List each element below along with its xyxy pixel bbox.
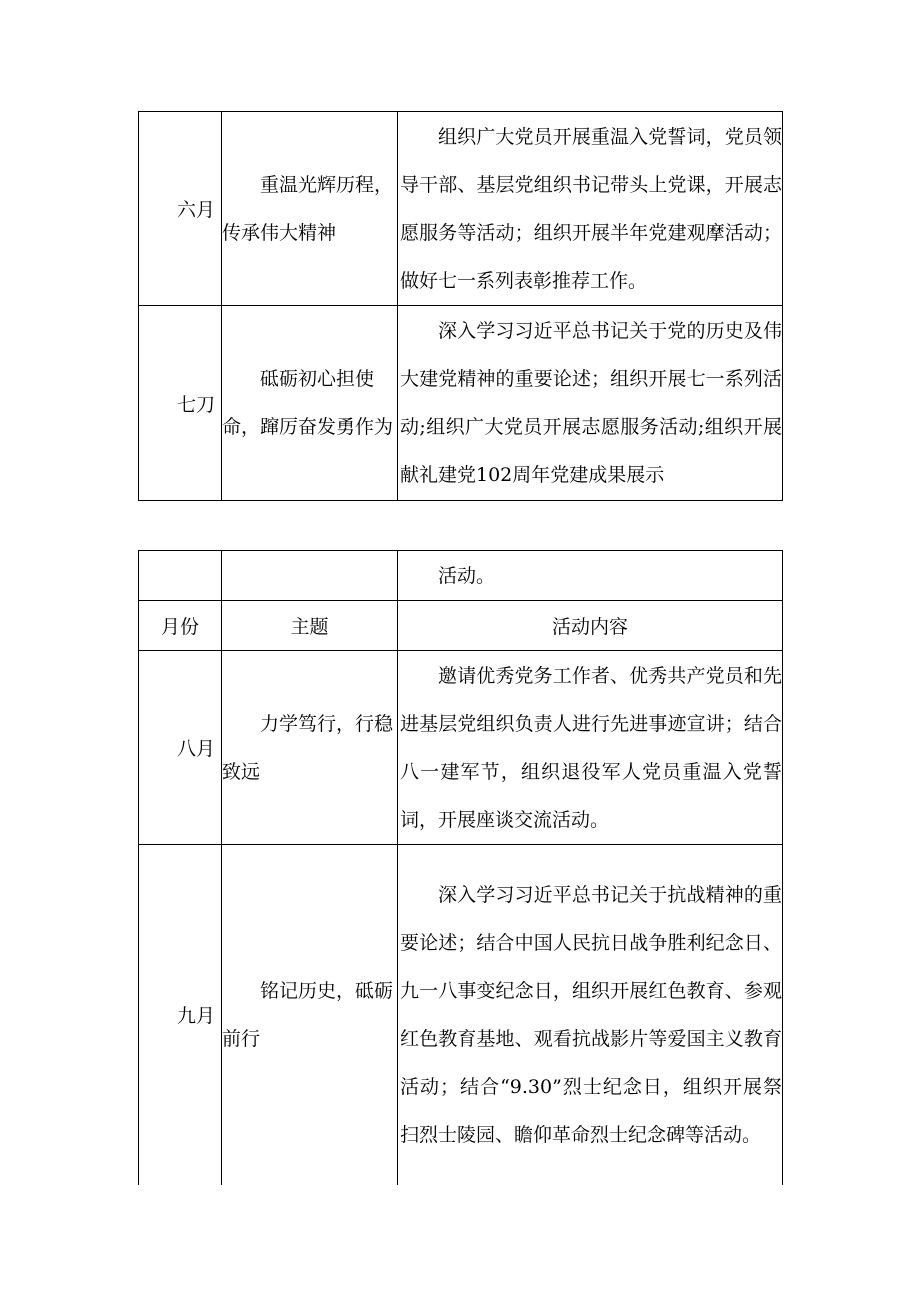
- theme-cell: 铭记历史，砥砺前行: [222, 845, 398, 1185]
- empty-cell: [139, 551, 222, 601]
- theme-cell: 重温光辉历程，传承伟大精神: [222, 112, 398, 306]
- month-cell: 六月: [139, 112, 222, 306]
- content-cell: 深入学习习近平总书记关于党的历史及伟大建党精神的重要论述；组织开展七一系列活动;组织广大党员开展志愿服务活动;组织开展献礼建党102周年党建成果展示: [398, 306, 783, 501]
- table-row: [139, 845, 783, 1185]
- continuation-text: 活动。: [398, 551, 783, 601]
- theme-cell: 力学笃行，行稳致远: [222, 651, 398, 845]
- plan-table-part-1: [138, 111, 783, 501]
- header-theme: 主题: [222, 601, 398, 651]
- content-cell: 邀请优秀党务工作者、优秀共产党员和先进基层党组织负责人进行先进事迹宣讲；结合八一建军节，组织退役军人党员重温入党誓词，开展座谈交流活动。: [398, 651, 783, 845]
- month-cell: 九月: [139, 845, 222, 1185]
- header-month: 月份: [139, 601, 222, 651]
- table-row: [139, 651, 783, 845]
- table-row: [139, 306, 783, 501]
- theme-cell: 砥砺初心担使命，蹿厉奋发勇作为: [222, 306, 398, 501]
- content-cell: 深入学习习近平总书记关于抗战精神的重要论述；结合中国人民抗日战争胜利纪念日、九一八事变纪念日，组织开展红色教育、参观红色教育基地、观看抗战影片等爱国主义教育活动；结合“9.30”烈士纪念日，组织开展祭扫烈士陵园、瞻仰革命烈士纪念碑等活动。: [398, 845, 783, 1185]
- continuation-row: [139, 551, 783, 601]
- month-cell: 七刀: [139, 306, 222, 501]
- content-cell: 组织广大党员开展重温入党誓词，党员领导干部、基层党组织书记带头上党课，开展志愿服务等活动；组织开展半年党建观摩活动；做好七一系列表彰推荐工作。: [398, 112, 783, 306]
- header-content: 活动内容: [398, 601, 783, 651]
- empty-cell: [222, 551, 398, 601]
- header-row: [139, 601, 783, 651]
- table-row: [139, 112, 783, 306]
- month-cell: 八月: [139, 651, 222, 845]
- plan-table-part-2: [138, 550, 783, 1185]
